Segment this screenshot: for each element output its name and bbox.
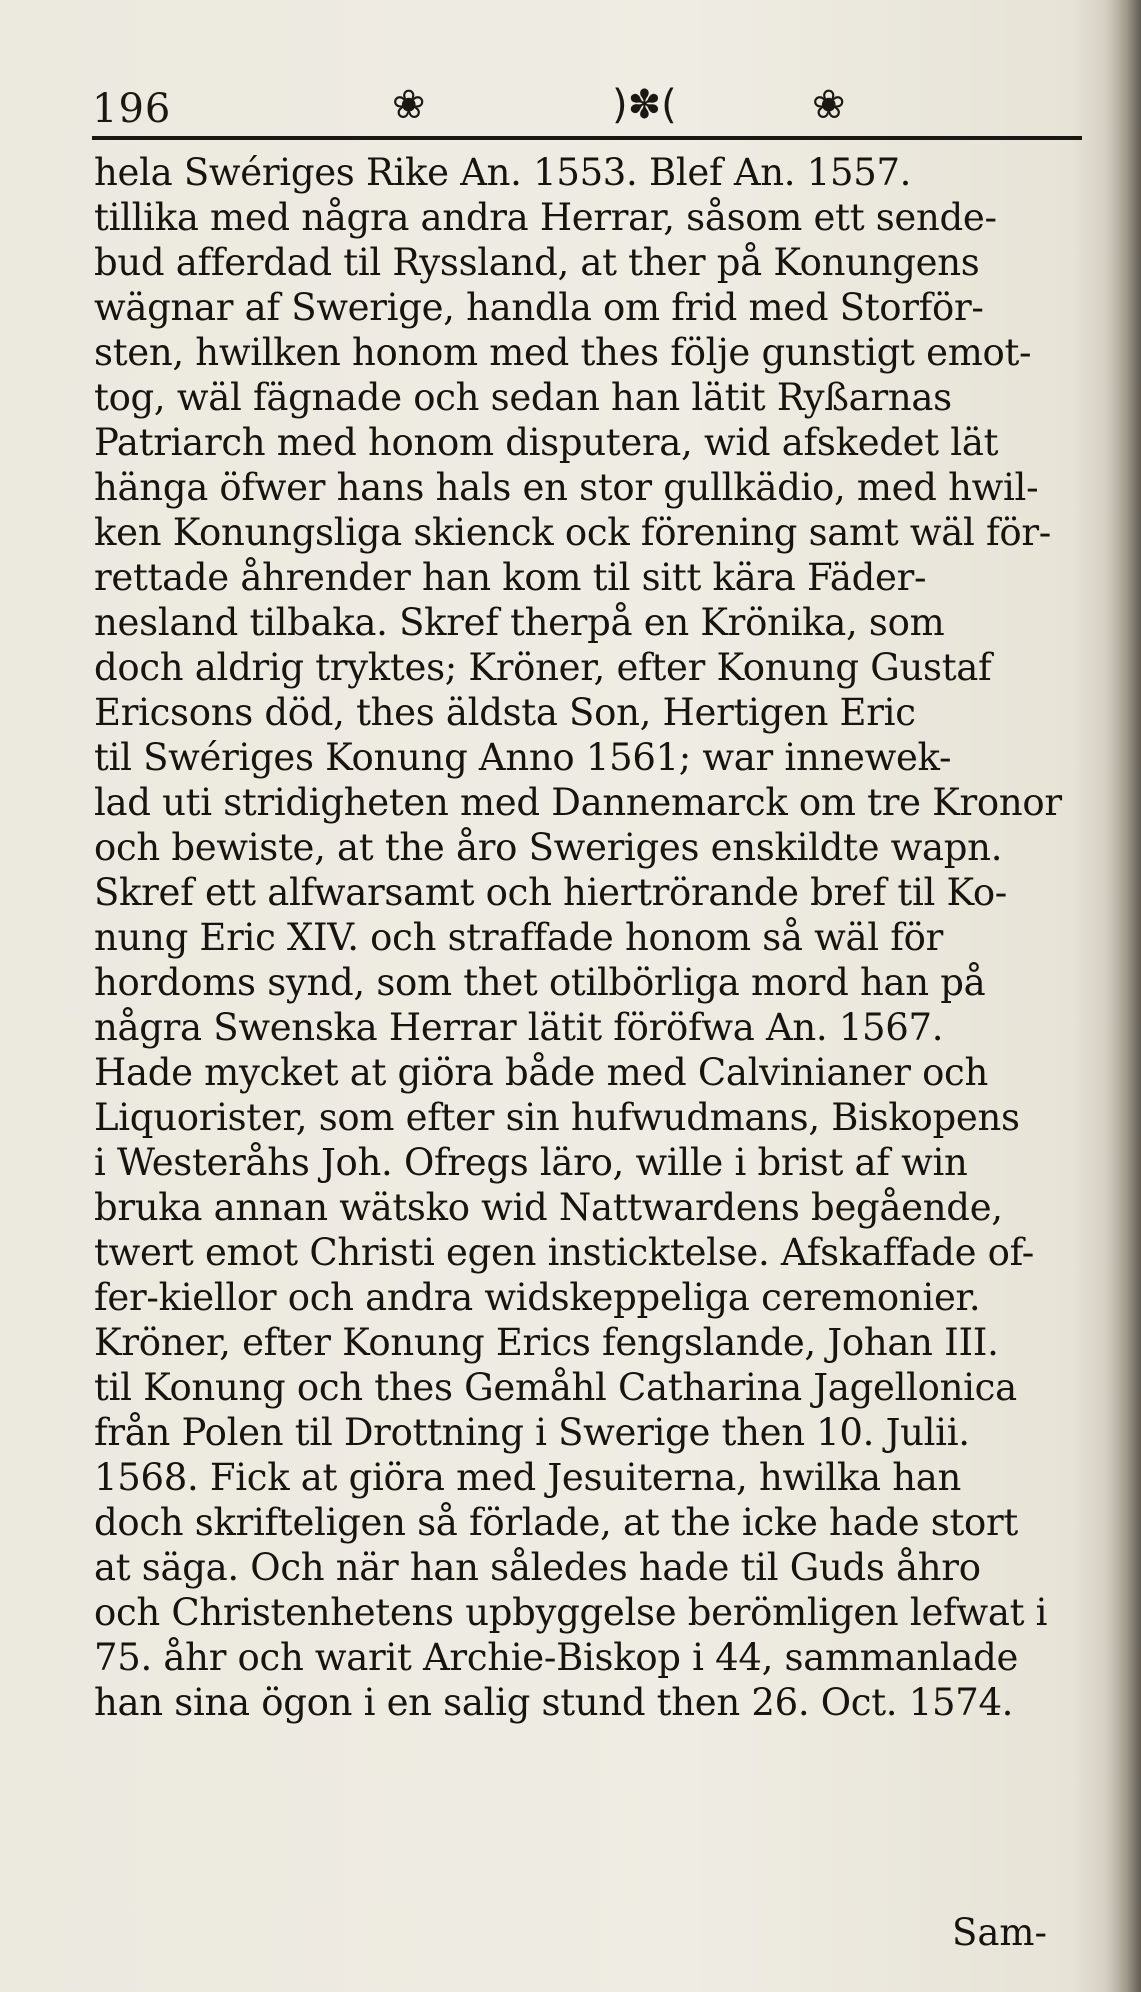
text-line: och Christenhetens upbyggelse berömligen lefwat i [94, 1591, 1048, 1634]
text-line: doch aldrig tryktes; Kröner, efter Konung Gustaf [94, 646, 992, 689]
text-line: bud afferdad til Ryssland, at ther på Konungens [94, 241, 980, 284]
header-rule [92, 136, 1082, 140]
text-line: at säga. Och när han således hade til Guds åhro [94, 1546, 981, 1589]
ornament-center-icon: )✽( [612, 82, 677, 128]
text-line: nung Eric XIV. och straffade honom så wäl för [94, 916, 944, 959]
page-edge-shadow [1105, 0, 1141, 1992]
running-header [92, 82, 1082, 142]
text-line: hela Swériges Rike An. 1553. Blef An. 1557. [94, 151, 912, 194]
text-line: til Swériges Konung Anno 1561; war innewek- [94, 736, 952, 779]
text-line: och bewiste, at the åro Sweriges enskildte wapn. [94, 826, 1003, 869]
text-line: til Konung och thes Gemåhl Catharina Jagellonica [94, 1366, 1017, 1409]
text-line: 75. åhr och warit Archie-Biskop i 44, sammanlade [94, 1636, 1019, 1679]
text-line: Skref ett alfwarsamt och hiertrörande bref til Ko- [94, 871, 1007, 914]
text-line: ken Konungsliga skienck ock förening samt wäl för- [94, 511, 1051, 554]
text-line: bruka annan wätsko wid Nattwardens begående, [94, 1186, 1003, 1229]
text-line: han sina ögon i en salig stund then 26. Oct. 1574. [94, 1681, 1014, 1724]
text-line: sten, hwilken honom med thes följe gunstigt emot- [94, 331, 1032, 374]
text-line: lad uti stridigheten med Dannemarck om tre Kronor [94, 781, 1062, 824]
text-line: nesland tilbaka. Skref therpå en Krönika, som [94, 601, 945, 644]
text-line: fer-kiellor och andra widskeppeliga ceremonier. [94, 1276, 981, 1319]
text-line: tog, wäl fägnade och sedan han lätit Ryßarnas [94, 376, 952, 419]
text-line: hänga öfwer hans hals en stor gullkädio, med hwil- [94, 466, 1039, 509]
text-line: tillika med några andra Herrar, såsom ett sende- [94, 196, 997, 239]
text-line: Ericsons död, thes äldsta Son, Hertigen Eric [94, 691, 916, 734]
catchword: Sam- [952, 1911, 1047, 1954]
page-number: 196 [92, 86, 172, 132]
text-line: Kröner, efter Konung Erics fengslande, Johan III. [94, 1321, 999, 1364]
text-line: 1568. Fick at giöra med Jesuiterna, hwilka han [94, 1456, 962, 1499]
text-line: Patriarch med honom disputera, wid afskedet lät [94, 421, 999, 464]
ornament-right-icon: ❀ [812, 82, 846, 128]
text-line: Liquorister, som efter sin hufwudmans, Biskopens [94, 1096, 1020, 1139]
text-line: Hade mycket at giöra både med Calvinianer och [94, 1051, 988, 1094]
ornament-left-icon: ❀ [392, 82, 426, 128]
body-text [94, 150, 1084, 1725]
text-line: rettade åhrender han kom til sitt kära Fäder- [94, 556, 927, 599]
text-line: twert emot Christi egen insticktelse. Afskaffade of- [94, 1231, 1034, 1274]
text-line: doch skrifteligen så förlade, at the icke hade stort [94, 1501, 1018, 1544]
text-line: hordoms synd, som thet otilbörliga mord han på [94, 961, 986, 1004]
text-line: wägnar af Swerige, handla om frid med Storför- [94, 286, 984, 329]
text-line: från Polen til Drottning i Swerige then 10. Julii. [94, 1411, 970, 1454]
text-line: i Westeråhs Joh. Ofregs läro, wille i brist af win [94, 1141, 968, 1184]
text-line: några Swenska Herrar lätit föröfwa An. 1567. [94, 1006, 944, 1049]
